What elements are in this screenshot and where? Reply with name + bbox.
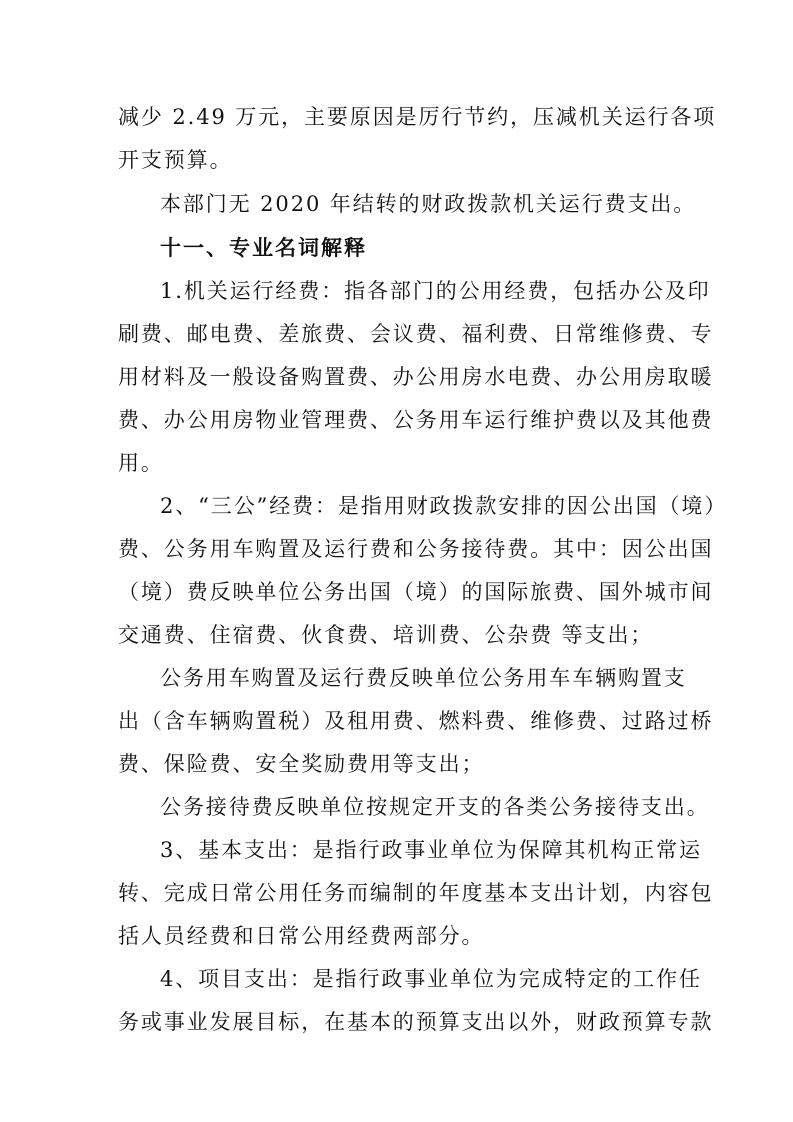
- paragraph-line: 费、办公用房物业管理费、公务用车运行维护费以及其他费: [118, 408, 714, 432]
- paragraph-line: 括人员经费和日常公用经费两部分。: [118, 924, 485, 948]
- paragraph-line: 转、完成日常公用任务而编制的年度基本支出计划，内容包: [118, 881, 714, 905]
- paragraph-line: 出（含车辆购置税）及租用费、燃料费、维修费、过路过桥: [118, 709, 714, 733]
- paragraph-line: 费、公务用车购置及运行费和公务接待费。其中：因公出国: [118, 537, 714, 561]
- paragraph-line: 用。: [118, 451, 164, 475]
- paragraph-line: 交通费、住宿费、伙食费、培训费、公杂费 等支出；: [118, 623, 654, 647]
- paragraph-line: 费、保险费、安全奖励费用等支出；: [118, 752, 485, 776]
- paragraph-line: 3、基本支出：是指行政事业单位为保障其机构正常运: [160, 838, 702, 862]
- paragraph-line: 减少 2.49 万元，主要原因是厉行节约，压减机关运行各项: [118, 105, 717, 129]
- paragraph-line: 1.机关运行经费：指各部门的公用经费，包括办公及印: [160, 279, 711, 303]
- paragraph-line: 务或事业发展目标，在基本的预算支出以外，财政预算专款: [118, 1010, 714, 1034]
- paragraph-line: 开支预算。: [118, 148, 233, 172]
- paragraph-line: 用材料及一般设备购置费、办公用房水电费、办公用房取暖: [118, 365, 714, 389]
- paragraph-line: 2、“三公”经费：是指用财政拨款安排的因公出国（境）: [160, 494, 728, 518]
- paragraph-line: （境）费反映单位公务出国（境）的国际旅费、国外城市间: [118, 580, 714, 604]
- section-heading: 十一、专业名词解释: [160, 236, 367, 260]
- paragraph-line: 公务用车购置及运行费反映单位公务用车车辆购置支: [160, 666, 687, 690]
- paragraph-line: 本部门无 2020 年结转的财政拨款机关运行费支出。: [160, 192, 697, 216]
- paragraph-line: 公务接待费反映单位按规定开支的各类公务接待支出。: [160, 795, 710, 819]
- paragraph-line: 4、项目支出：是指行政事业单位为完成特定的工作任: [160, 967, 702, 991]
- paragraph-line: 刷费、邮电费、差旅费、会议费、福利费、日常维修费、专: [118, 322, 714, 346]
